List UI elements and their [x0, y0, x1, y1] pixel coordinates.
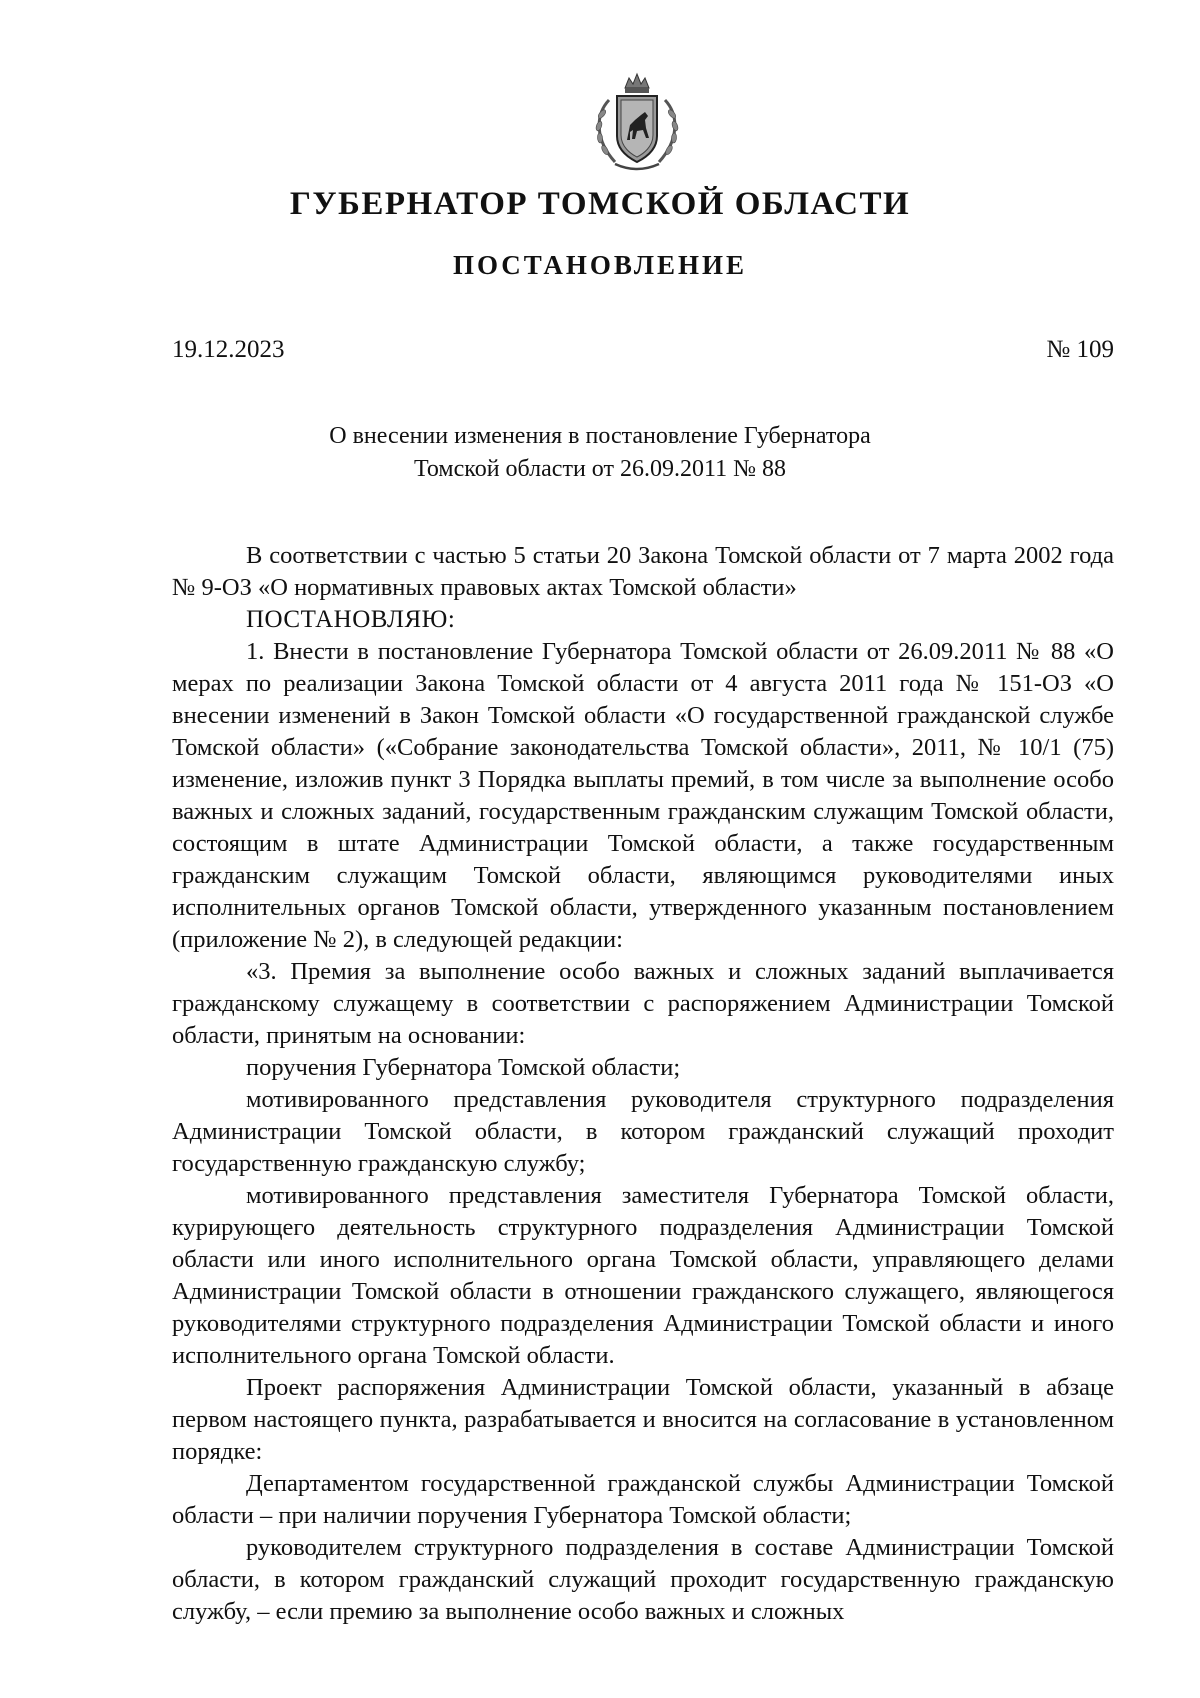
- coat-of-arms-icon: [585, 70, 689, 176]
- paragraph: поручения Губернатора Томской области;: [246, 1054, 681, 1081]
- paragraph: мотивированного представления руководителя структурного подразделения Администрации Томской области, в котором гражданский служащий проходит государственную гражданскую службу;: [172, 1086, 1114, 1177]
- authority-title: ГУБЕРНАТОР ТОМСКОЙ ОБЛАСТИ: [289, 186, 911, 222]
- paragraph: Проект распоряжения Администрации Томской области, указанный в абзаце первом настоящего пункта, разрабатывается и вносится на согласование в установленном порядке:: [172, 1374, 1114, 1465]
- paragraph: Департаментом государственной гражданской службы Администрации Томской области – при наличии поручения Губернатора Томской области;: [172, 1470, 1114, 1529]
- paragraph-preamble: В соответствии с частью 5 статьи 20 Закона Томской области от 7 марта 2002 года № 9-ОЗ «О нормативных правовых актах Томской области»: [172, 542, 1114, 601]
- paragraph: руководителем структурного подразделения в составе Администрации Томской области, в котором гражданский служащий проходит государственную гражданскую службу, – если премию за выполнение особо важных и сложных: [172, 1534, 1114, 1625]
- subject-line: Томской области от 26.09.2011 № 88: [414, 456, 786, 482]
- paragraph-item-1: 1. Внести в постановление Губернатора Томской области от 26.09.2011 № 88 «О мерах по реализации Закона Томской области от 4 августа 2011 года № 151-ОЗ «О внесении изменений в Закон Томской области «О государственной гражданской службе Томской области» («Собрание законодательства Томской области», 2011, № 10/1 (75) изменение, изложив пункт 3 Порядка выплаты премий, в том числе за выполнение особо важных и сложных заданий, государственным гражданским служащим Томской области, состоящим в штате Администрации Томской области, а также государственным гражданским служащим Томской области, являющимся руководителями иных исполнительных органов Томской области, утвержденного указанным постановлением (приложение № 2), в следующей редакции:: [172, 638, 1114, 953]
- document-subject: [300, 420, 900, 486]
- document-type: ПОСТАНОВЛЕНИЕ: [452, 250, 748, 280]
- paragraph: «3. Премия за выполнение особо важных и сложных заданий выплачивается гражданскому служащему в соответствии с распоряжением Администрации Томской области, принятым на основании:: [172, 958, 1114, 1049]
- paragraph: мотивированного представления заместителя Губернатора Томской области, курирующего деятельность структурного подразделения Администрации Томской области или иного исполнительного органа Томской области, управляющего делами Администрации Томской области в отношении гражданского служащего, являющегося руководителями структурного подразделения Администрации Томской области и иного исполнительного органа Томской области.: [172, 1182, 1114, 1369]
- subject-line: О внесении изменения в постановление Губернатора: [329, 423, 871, 449]
- document-date: 19.12.2023: [172, 336, 285, 363]
- paragraph-decree: ПОСТАНОВЛЯЮ:: [246, 606, 456, 633]
- document-number: № 109: [1046, 336, 1114, 363]
- document-body: [172, 540, 1114, 1628]
